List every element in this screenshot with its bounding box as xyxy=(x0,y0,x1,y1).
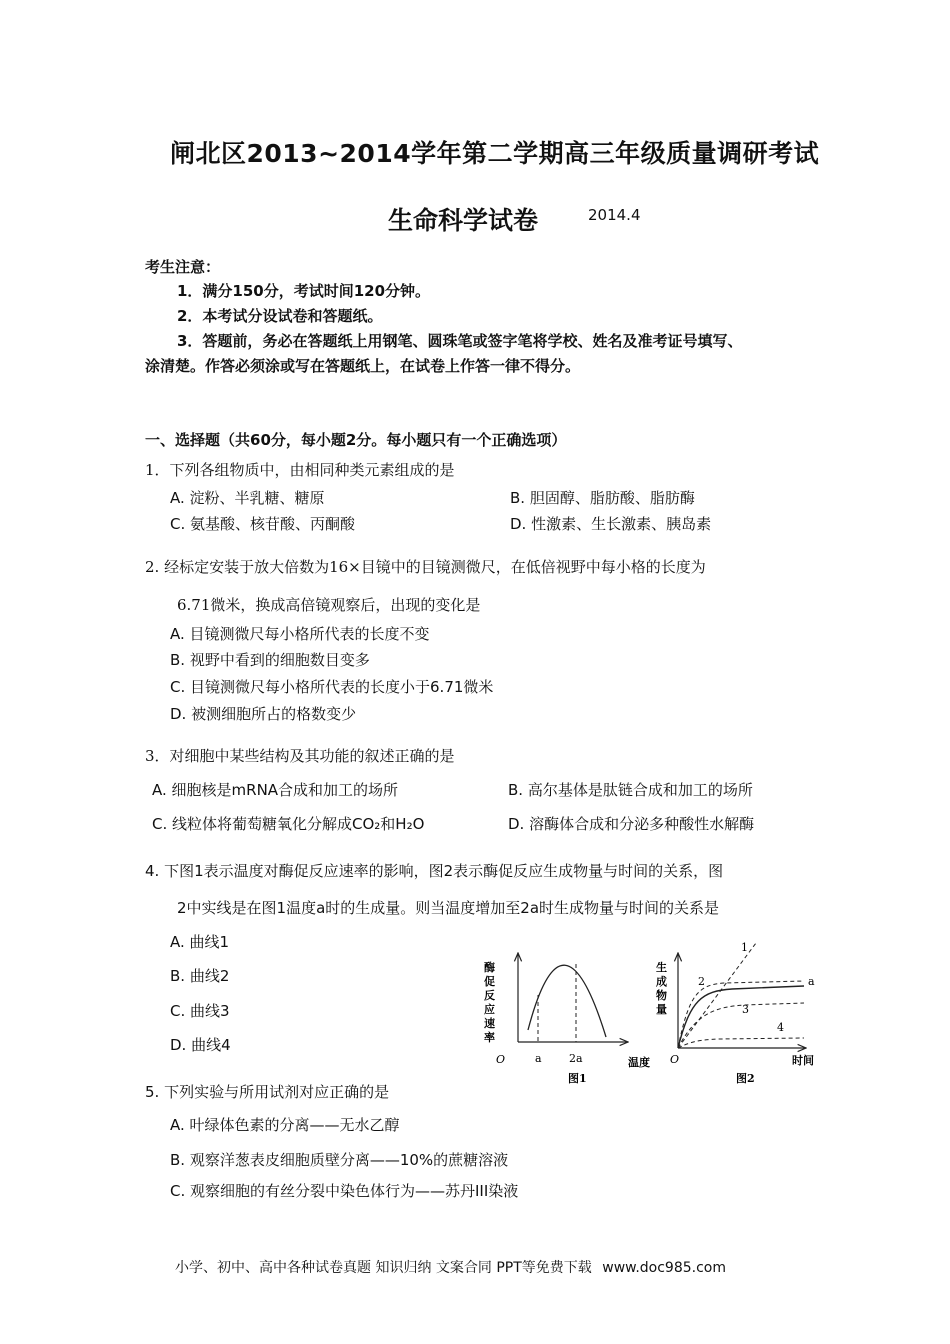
q3-option-b: B. 高尔基体是肽链合成和加工的场所 xyxy=(508,781,753,799)
q3-option-c: C. 线粒体将葡萄糖氧化分解成CO₂和H₂O xyxy=(152,815,425,833)
footer-link[interactable]: www.doc985.com xyxy=(602,1260,726,1276)
q5-option-b: B. 观察洋葱表皮细胞质壁分离——10%的蔗糖溶液 xyxy=(170,1151,509,1169)
fig2-caption: 图2 xyxy=(736,1072,755,1085)
q4-option-c: C. 曲线3 xyxy=(170,1002,230,1020)
notice-heading: 考生注意： xyxy=(145,258,221,276)
fig2-label-a: a xyxy=(808,975,815,988)
fig1-origin: O xyxy=(496,1053,506,1066)
fig2-curve-4 xyxy=(678,1038,804,1048)
q4-stem-cont: 2中实线是在图1温度a时的生成量。则当温度增加至2a时生成物量与时间的关系是 xyxy=(177,899,720,917)
q5-option-a: A. 叶绿体色素的分离——无水乙醇 xyxy=(170,1116,400,1134)
footer-description: 小学、初中、高中各种试卷真题 知识归纳 文案合同 PPT等免费下载 xyxy=(175,1260,592,1276)
fig2-label-4: 4 xyxy=(777,1021,784,1034)
exam-title: 闸北区2013~2014学年第二学期高三年级质量调研考试 xyxy=(170,139,820,168)
q3-option-a: A. 细胞核是mRNA合成和加工的场所 xyxy=(152,781,399,799)
fig2-ylabel: 生 xyxy=(656,961,667,974)
fig2-curve-1 xyxy=(678,943,756,1048)
q5-option-c: C. 观察细胞的有丝分裂中染色体行为——苏丹III染液 xyxy=(170,1182,519,1200)
figure-1 xyxy=(484,953,650,1085)
fig2-ylabel: 量 xyxy=(656,1003,667,1016)
fig1-ylabel: 促 xyxy=(484,975,495,988)
figure-2 xyxy=(656,941,815,1085)
fig1-caption: 图1 xyxy=(568,1072,587,1085)
q1-stem: 1．下列各组物质中，由相同种类元素组成的是 xyxy=(145,461,455,479)
section-heading: 一、选择题（共60分，每小题2分。每小题只有一个正确选项） xyxy=(145,431,567,449)
q4-stem: 4. 下图1表示温度对酶促反应速率的影响，图2表示酶促反应生成物量与时间的关系，图 xyxy=(145,862,724,880)
q2-stem: 2. 经标定安装于放大倍数为16×目镜中的目镜测微尺，在低倍视野中每小格的长度为 xyxy=(145,558,706,576)
fig2-label-1: 1 xyxy=(741,941,748,954)
fig1-ylabel: 率 xyxy=(484,1031,495,1044)
q4-option-d: D. 曲线4 xyxy=(170,1036,231,1054)
fig1-ylabel: 应 xyxy=(484,1003,495,1016)
q2-stem-cont: 6.71微米，换成高倍镜观察后，出现的变化是 xyxy=(177,596,481,614)
fig2-xlabel: 时间 xyxy=(792,1054,814,1067)
q1-option-a: A. 淀粉、半乳糖、糖原 xyxy=(170,489,325,507)
q4-option-b: B. 曲线2 xyxy=(170,967,230,985)
q2-option-d: D. 被测细胞所占的格数变少 xyxy=(170,705,357,723)
notice-item: 3．答题前，务必在答题纸上用钢笔、圆珠笔或签字笔将学校、姓名及准考证号填写、 xyxy=(177,332,743,350)
fig1-xlabel: 温度 xyxy=(628,1056,650,1069)
notice-item: 涂清楚。作答必须涂或写在答题纸上，在试卷上作答一律不得分。 xyxy=(145,357,581,375)
exam-date: 2014.4 xyxy=(588,206,641,224)
fig1-ylabel: 酶 xyxy=(484,961,495,974)
fig1-tick-a: a xyxy=(535,1052,542,1065)
q4-option-a: A. 曲线1 xyxy=(170,933,230,951)
fig2-ylabel: 物 xyxy=(656,989,667,1002)
fig1-ylabel: 反 xyxy=(484,989,495,1002)
exam-subtitle: 生命科学试卷 xyxy=(388,206,539,235)
q1-option-b: B. 胆固醇、脂肪酸、脂肪酶 xyxy=(510,489,695,507)
q5-stem: 5. 下列实验与所用试剂对应正确的是 xyxy=(145,1083,390,1101)
fig2-label-2: 2 xyxy=(698,975,705,988)
fig2-label-3: 3 xyxy=(742,1003,749,1016)
q2-option-c: C. 目镜测微尺每小格所代表的长度小于6.71微米 xyxy=(170,678,494,696)
q1-option-c: C. 氨基酸、核苷酸、丙酮酸 xyxy=(170,515,356,533)
notice-item: 1．满分150分，考试时间120分钟。 xyxy=(177,282,431,300)
q3-option-d: D. 溶酶体合成和分泌多种酸性水解酶 xyxy=(508,815,755,833)
q3-stem: 3．对细胞中某些结构及其功能的叙述正确的是 xyxy=(145,747,455,765)
fig1-tick-2a: 2a xyxy=(569,1052,583,1065)
fig1-rate-curve xyxy=(528,965,606,1037)
footer-text xyxy=(175,1257,726,1277)
fig2-ylabel: 成 xyxy=(656,975,667,988)
fig2-curve-3 xyxy=(678,1003,804,1048)
figure-enzyme-graphs xyxy=(470,935,830,1090)
q2-option-b: B. 视野中看到的细胞数目变多 xyxy=(170,651,370,669)
q2-option-a: A. 目镜测微尺每小格所代表的长度不变 xyxy=(170,625,430,643)
fig1-ylabel: 速 xyxy=(484,1017,495,1030)
notice-item: 2．本考试分设试卷和答题纸。 xyxy=(177,307,383,325)
fig2-origin: O xyxy=(670,1053,680,1066)
q1-option-d: D. 性激素、生长激素、胰岛素 xyxy=(510,515,712,533)
